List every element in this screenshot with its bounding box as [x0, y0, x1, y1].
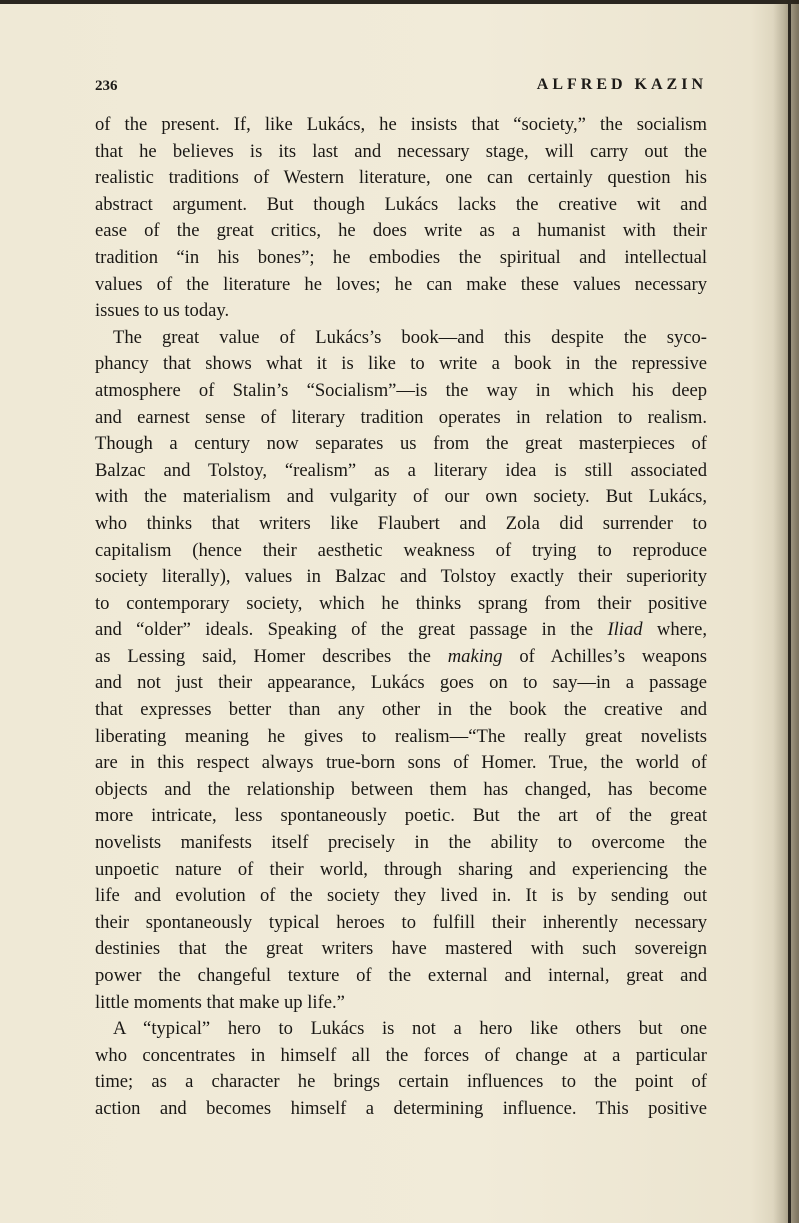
text-line: little moments that make up life.” — [95, 991, 345, 1013]
text-segment: where, — [642, 619, 707, 641]
text-line: ease of the great critics, he does write as a humanist with their — [95, 220, 707, 242]
text-line: unpoetic nature of their world, through sharing and experiencing the — [95, 858, 707, 880]
text-line: life and evolution of the society they lived in. It is by sending out — [95, 885, 707, 907]
text-line: and earnest sense of literary tradition operates in relation to realism. — [95, 406, 707, 428]
text-line: destinies that the great writers have mastered with such sovereign — [95, 938, 707, 960]
text-line: are in this respect always true-born sons of Homer. True, the world of — [95, 752, 707, 774]
text-line: phancy that shows what it is like to write a book in the repressive — [95, 353, 707, 375]
text-line: time; as a character he brings certain influences to the point of — [95, 1071, 707, 1093]
text-line: of the present. If, like Lukács, he insists that “society,” the socialism — [95, 114, 707, 135]
text-line: A “typical” hero to Lukács is not a hero like others but one — [113, 1018, 707, 1040]
text-line: and not just their appearance, Lukács goes on to say—in a passage — [95, 672, 707, 694]
text-line: abstract argument. But though Lukács lacks the creative wit and — [95, 193, 707, 215]
text-line: who concentrates in himself all the forces of change at a particular — [95, 1044, 707, 1066]
top-edge-rule — [0, 0, 799, 4]
text-line: society literally), values in Balzac and Tolstoy exactly their superiority — [95, 566, 707, 588]
text-line: tradition “in his bones”; he embodies the spiritual and intellectual — [95, 246, 707, 268]
text-line — [95, 617, 707, 644]
text-line: with the materialism and vulgarity of our own society. But Lukács, — [95, 486, 707, 508]
text-line: novelists manifests itself precisely in the ability to overcome the — [95, 832, 707, 854]
text-line: The great value of Lukács’s book—and this despite the syco- — [113, 326, 707, 348]
text-line: issues to us today. — [95, 300, 230, 322]
text-line: liberating meaning he gives to realism—“The really great novelists — [95, 725, 707, 747]
text-line: capitalism (hence their aesthetic weakness of trying to reproduce — [95, 539, 707, 561]
text-line: atmosphere of Stalin’s “Socialism”—is the way in which his deep — [95, 379, 707, 401]
running-head: ALFRED KAZIN — [536, 76, 707, 93]
text-line — [95, 644, 707, 671]
text-line: more intricate, less spontaneously poetic. But the art of the great — [95, 805, 707, 827]
text-line: their spontaneously typical heroes to fulfill their inherently necessary — [95, 911, 707, 933]
italic-text: making — [447, 645, 503, 667]
text-line: Though a century now separates us from the great masterpieces of — [95, 433, 707, 455]
text-line: realistic traditions of Western literature, one can certainly question his — [95, 167, 707, 189]
text-line: power the changeful texture of the external and internal, great and — [95, 965, 707, 986]
text-line: who thinks that writers like Flaubert and Zola did surrender to — [95, 512, 707, 534]
spine-line — [788, 0, 791, 1223]
text-line: Balzac and Tolstoy, “realism” as a literary idea is still associated — [95, 459, 707, 481]
body-text — [95, 112, 707, 1123]
text-line: objects and the relationship between them has changed, has become — [95, 778, 707, 800]
text-line: that he believes is its last and necessary stage, will carry out the — [95, 140, 707, 162]
text-segment: of Achilles’s weapons — [502, 645, 707, 667]
italic-text: Iliad — [607, 619, 643, 641]
text-line: values of the literature he loves; he can make these values necessary — [95, 273, 707, 295]
page-header — [95, 76, 707, 100]
spine-shadow — [773, 0, 799, 1223]
text-segment: and “older” ideals. Speaking of the great passage in the — [95, 619, 608, 641]
text-segment: as Lessing said, Homer describes the — [95, 645, 448, 667]
text-line: to contemporary society, which he thinks sprang from their positive — [95, 592, 707, 614]
text-line: that expresses better than any other in the book the creative and — [95, 699, 707, 721]
page-number: 236 — [95, 78, 118, 94]
text-line: action and becomes himself a determining influence. This positive — [95, 1097, 707, 1119]
